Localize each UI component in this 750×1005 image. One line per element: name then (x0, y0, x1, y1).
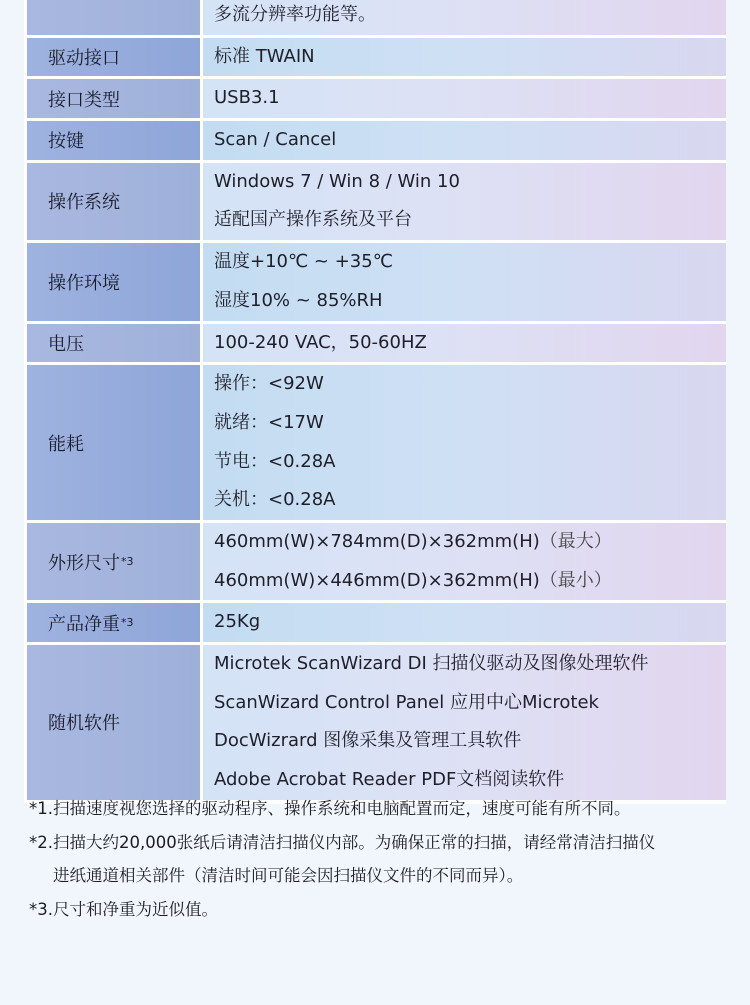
row-label: 操作系统 (27, 163, 200, 240)
row-value (203, 163, 726, 240)
value-text: 460mm(W)×784mm(D)×362mm(H) (214, 530, 540, 552)
value-line: 标准 TWAIN (214, 45, 315, 67)
value-text: 460mm(W)×446mm(D)×362mm(H) (214, 569, 540, 591)
row-label: 随机软件 (27, 645, 200, 800)
row-value (203, 365, 726, 520)
row-value (203, 523, 726, 600)
value-line: ScanWizard Control Panel 应用中心Microtek (214, 691, 599, 713)
value-note: （最小） (539, 569, 612, 591)
table-row (24, 243, 726, 320)
row-label: 驱动接口 (27, 38, 200, 77)
row-label: 能耗 (27, 365, 200, 520)
table-row (24, 523, 726, 600)
value-line: Windows 7 / Win 8 / Win 10 (214, 170, 460, 192)
value-line: 100-240 VAC，50-60HZ (214, 331, 427, 353)
row-value (203, 645, 726, 800)
row-label: 操作环境 (27, 243, 200, 320)
value-line (214, 562, 726, 601)
value-line: 节电：<0.28A (214, 450, 336, 472)
table-row (24, 0, 726, 35)
row-value (203, 243, 726, 320)
spec-table (24, 0, 726, 804)
value-line: 适配国产操作系统及平台 (214, 209, 412, 231)
label-text: 产品净重 (48, 613, 120, 635)
row-value (203, 324, 726, 363)
table-row (24, 603, 726, 642)
row-value (203, 121, 726, 160)
row-label (27, 603, 200, 642)
footnotes (29, 792, 729, 926)
footnote-marker: *3 (121, 555, 134, 569)
value-line: 操作：<92W (214, 373, 324, 395)
footnote-2: *2.扫描大约20,000张纸后请清洁扫描仪内部。为确保正常的扫描，请经常清洁扫描仪 (29, 832, 656, 852)
value-line: 关机：<0.28A (214, 489, 336, 511)
footnote-3: *3.尺寸和净重为近似值。 (29, 899, 218, 919)
table-row (24, 365, 726, 520)
label-text: 外形尺寸 (48, 552, 120, 574)
table-row (24, 324, 726, 363)
row-label (27, 0, 200, 35)
value-note: （最大） (539, 530, 612, 552)
value-line: 就绪：<17W (214, 411, 324, 433)
row-value (203, 603, 726, 642)
value-line: 多流分辨率功能等。 (214, 4, 376, 25)
value-line: Scan / Cancel (214, 129, 337, 151)
row-label (27, 523, 200, 600)
table-row (24, 645, 726, 800)
row-label: 接口类型 (27, 79, 200, 118)
row-value (203, 38, 726, 77)
value-line: DocWizrard 图像采集及管理工具软件 (214, 730, 522, 752)
row-value (203, 0, 726, 35)
value-line: Adobe Acrobat Reader PDF文档阅读软件 (214, 769, 565, 791)
value-line: USB3.1 (214, 87, 280, 109)
table-row (24, 38, 726, 77)
table-row (24, 79, 726, 118)
value-line (214, 523, 726, 562)
footnote-1: *1.扫描速度视您选择的驱动程序、操作系统和电脑配置而定，速度可能有所不同。 (29, 799, 631, 818)
value-line: Microtek ScanWizard DI 扫描仪驱动及图像处理软件 (214, 653, 649, 674)
row-label: 电压 (27, 324, 200, 363)
value-line: 湿度10% ~ 85%RH (214, 289, 383, 311)
table-row (24, 121, 726, 160)
table-row (24, 163, 726, 240)
footnote-marker: *3 (121, 616, 134, 630)
value-line: 温度+10℃ ~ +35℃ (214, 251, 393, 273)
row-label: 按键 (27, 121, 200, 160)
row-value (203, 79, 726, 118)
value-line: 25Kg (214, 611, 261, 633)
footnote-2-continued: 进纸通道相关部件（清洁时间可能会因扫描仪文件的不同而异）。 (53, 866, 524, 885)
